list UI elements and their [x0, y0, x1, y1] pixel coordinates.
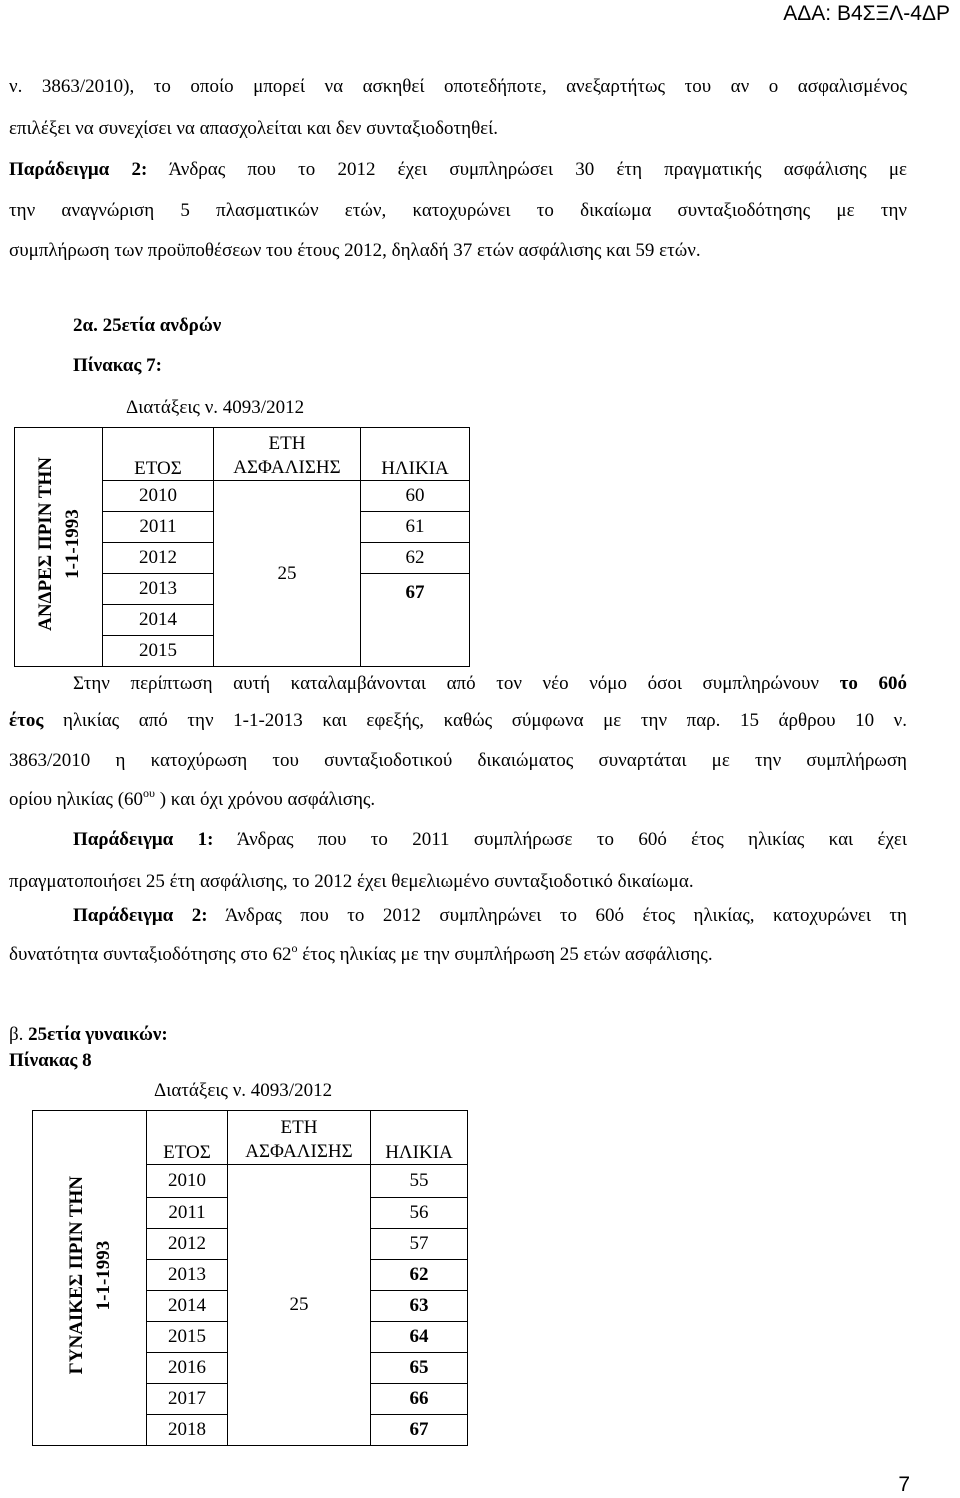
year-cell: 2015 [147, 1322, 228, 1353]
row-label-text [63, 1176, 117, 1374]
section-a-title: 2α. 25ετία ανδρών [73, 315, 222, 336]
para-bold: το 60ό [839, 673, 907, 694]
col-header-age: ΗΛΙΚΙΑ [371, 1111, 468, 1165]
year-cell: 2011 [103, 512, 214, 543]
superscript: ου [143, 786, 155, 800]
para-bold: έτος [9, 710, 44, 731]
intro-line-1: ν. 3863/2010), το οποίο μπορεί να ασκηθεί οποτεδήποτε, ανεξαρτήτως του αν ο ασφαλισμένος [9, 76, 907, 97]
year-cell: 2012 [103, 543, 214, 574]
age-cell: 65 [371, 1353, 468, 1384]
para-text: ορίου ηλικίας (60 [9, 789, 144, 810]
intro-example-2-line-2: την αναγνώριση 5 πλασματικών ετών, κατοχυρώνει το δικαίωμα συνταξιοδότησης με την [9, 200, 907, 221]
table-8-label: Πίνακας 8 [9, 1050, 92, 1071]
year-cell: 2010 [103, 481, 214, 512]
year-cell: 2011 [147, 1198, 228, 1229]
ada-header: ΑΔΑ: Β4ΣΞΛ-4ΔΡ [783, 2, 950, 25]
section-a-example-1-line-2: πραγματοποιήσει 25 έτη ασφάλισης, το 2012 έχει θεμελιωμένο συνταξιοδοτικό δικαίωμα. [9, 871, 694, 892]
table-8-row-label [33, 1111, 147, 1446]
insurance-years-cell: 25 [214, 481, 361, 667]
year-cell: 2014 [147, 1291, 228, 1322]
section-a-para-line-1 [73, 673, 907, 695]
year-cell: 2015 [103, 636, 214, 667]
table-7-row-label [15, 428, 103, 667]
col-header-ins-1: ΕΤΗ [280, 1117, 318, 1138]
section-a-example-2-line-2 [9, 941, 713, 966]
year-cell: 2013 [147, 1260, 228, 1291]
year-cell: 2013 [103, 574, 214, 605]
para-text: ηλικίας από την 1-1-2013 και εφεξής, καθώς σύμφωνα με την παρ. 15 άρθρου 10 ν. [43, 710, 907, 731]
row-label-text [32, 457, 86, 631]
table-7-provisions: Διατάξεις ν. 4093/2012 [126, 397, 305, 418]
year-cell: 2012 [147, 1229, 228, 1260]
year-cell: 2018 [147, 1415, 228, 1446]
row-label-line-1: ΑΝΔΡΕΣ ΠΡΙΝ ΤΗΝ [34, 457, 56, 631]
section-a-para-line-4 [9, 786, 376, 811]
insurance-years-cell: 25 [228, 1165, 371, 1446]
intro-line-2: επιλέξει να συνεχίσει να απασχολείται και δεν συνταξιοδοτηθεί. [9, 118, 499, 139]
table-8-provisions: Διατάξεις ν. 4093/2012 [154, 1080, 333, 1101]
col-header-insurance-years [214, 428, 361, 481]
section-a-para-line-3: 3863/2010 η κατοχύρωση του συνταξιοδοτικού δικαιώματος συναρτάται με την συμπλήρωση [9, 750, 907, 771]
example-label: Παράδειγμα 1: [73, 829, 214, 850]
section-b-title-text: 25ετία γυναικών: [28, 1024, 168, 1045]
row-label-line-2: 1-1-1993 [92, 1240, 114, 1310]
page-number: 7 [898, 1473, 910, 1496]
section-b-title [9, 1024, 168, 1046]
intro-example-2-line-1 [9, 159, 907, 181]
col-header-year: ΕΤΟΣ [147, 1111, 228, 1165]
col-header-ins-2: ΑΣΦΑΛΙΣΗΣ [245, 1141, 353, 1162]
age-cell: 67 [371, 1415, 468, 1446]
example-label: Παράδειγμα 2: [73, 905, 208, 926]
table-7-label: Πίνακας 7: [73, 355, 162, 376]
example-label: Παράδειγμα 2: [9, 159, 148, 180]
col-header-year: ΕΤΟΣ [103, 428, 214, 481]
col-header-ins-2: ΑΣΦΑΛΙΣΗΣ [233, 457, 341, 478]
age-cell: 64 [371, 1322, 468, 1353]
age-cell: 61 [361, 512, 470, 543]
example-text: Άνδρας που το 2011 συμπλήρωσε το 60ό έτος ηλικίας και έχει [213, 829, 907, 850]
year-cell: 2010 [147, 1165, 228, 1198]
year-cell: 2014 [103, 605, 214, 636]
age-cell: 55 [371, 1165, 468, 1198]
age-cell: 62 [371, 1260, 468, 1291]
age-cell: 66 [371, 1384, 468, 1415]
example-text: έτος ηλικίας με την συμπλήρωση 25 ετών ασφάλισης. [297, 944, 713, 965]
superscript: ο [291, 941, 298, 955]
year-cell: 2017 [147, 1384, 228, 1415]
col-header-insurance-years [228, 1111, 371, 1165]
example-text: δυνατότητα συνταξιοδότησης στο 62 [9, 944, 292, 965]
age-cell: 63 [371, 1291, 468, 1322]
intro-example-2-line-3: συμπλήρωση των προϋποθέσεων του έτους 2012, δηλαδή 37 ετών ασφάλισης και 59 ετών. [9, 240, 701, 261]
example-text: Άνδρας που το 2012 έχει συμπληρώσει 30 έτη πραγματικής ασφάλισης με [147, 159, 907, 180]
year-cell: 2016 [147, 1353, 228, 1384]
age-cell: 62 [361, 543, 470, 574]
col-header-ins-1: ΕΤΗ [268, 433, 306, 454]
section-b-title-prefix: β. [9, 1024, 29, 1045]
para-text: ) και όχι χρόνου ασφάλισης. [154, 789, 376, 810]
age-cell: 60 [361, 481, 470, 512]
example-text: Άνδρας που το 2012 συμπληρώνει το 60ό έτος ηλικίας, κατοχυρώνει τη [207, 905, 907, 926]
age-cell: 56 [371, 1198, 468, 1229]
table-8 [32, 1110, 468, 1446]
para-text: Στην περίπτωση αυτή καταλαμβάνονται από τον νέο νόμο όσοι συμπληρώνουν [73, 673, 840, 694]
section-a-para-line-2 [9, 710, 907, 732]
table-7 [14, 427, 470, 667]
row-label-line-2: 1-1-1993 [61, 509, 83, 579]
section-a-example-2-line-1 [73, 905, 907, 927]
section-a-example-1-line-1 [73, 829, 907, 851]
age-cell: 67 [361, 574, 470, 667]
col-header-age: ΗΛΙΚΙΑ [361, 428, 470, 481]
row-label-line-1: ΓΥΝΑΙΚΕΣ ΠΡΙΝ ΤΗΝ [65, 1175, 87, 1375]
age-cell: 57 [371, 1229, 468, 1260]
